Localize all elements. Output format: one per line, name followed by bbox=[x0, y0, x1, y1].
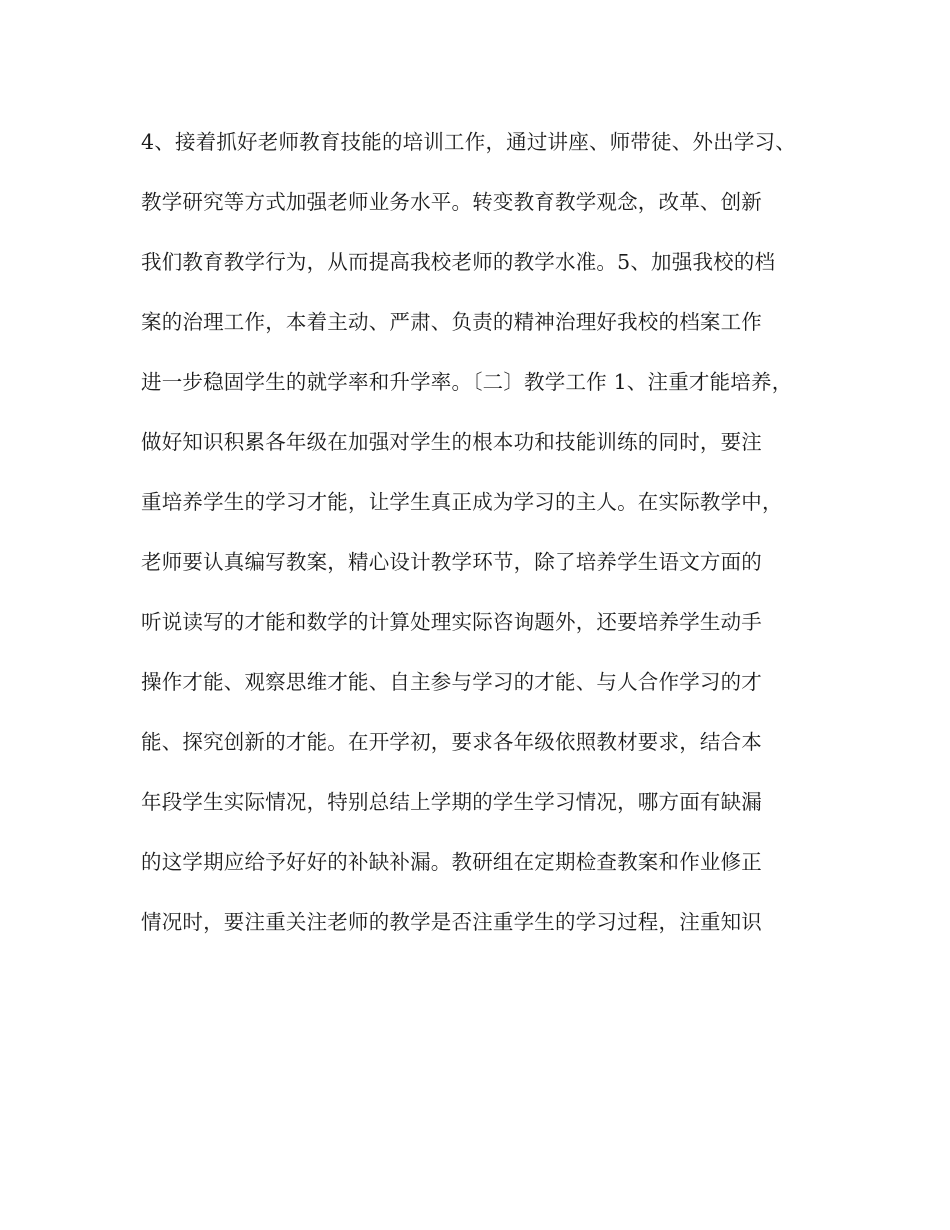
text-line-11: 能、探究创新的才能。在开学初，要求各年级依照教材要求，结合本 bbox=[141, 730, 762, 754]
text-line-4: 案的治理工作，本着主动、严肃、负责的精神治理好我校的档案工作 bbox=[141, 310, 762, 334]
text-line-10: 操作才能、观察思维才能、自主参与学习的才能、与人合作学习的才 bbox=[141, 670, 762, 694]
text-line-12: 年段学生实际情况，特别总结上学期的学生学习情况，哪方面有缺漏 bbox=[141, 790, 762, 814]
text-line-2: 教学研究等方式加强老师业务水平。转变教育教学观念，改革、创新 bbox=[141, 190, 762, 214]
text-line-5: 进一步稳固学生的就学率和升学率。〔二〕教学工作 1、注重才能培养， bbox=[141, 370, 793, 394]
body-text bbox=[141, 122, 841, 962]
text-line-3: 我们教育教学行为，从而提高我校老师的教学水准。5、加强我校的档 bbox=[141, 250, 776, 274]
text-line-9: 听说读写的才能和数学的计算处理实际咨询题外，还要培养学生动手 bbox=[141, 610, 762, 634]
text-line-7: 重培养学生的学习才能，让学生真正成为学习的主人。在实际教学中， bbox=[141, 490, 783, 514]
text-line-14: 情况时，要注重关注老师的教学是否注重学生的学习过程，注重知识 bbox=[141, 910, 762, 934]
text-line-1: 4、接着抓好老师教育技能的培训工作，通过讲座、师带徒、外出学习、 bbox=[141, 130, 796, 154]
text-line-8: 老师要认真编写教案，精心设计教学环节，除了培养学生语文方面的 bbox=[141, 550, 762, 574]
text-line-6: 做好知识积累各年级在加强对学生的根本功和技能训练的同时，要注 bbox=[141, 430, 762, 454]
text-line-13: 的这学期应给予好好的补缺补漏。教研组在定期检查教案和作业修正 bbox=[141, 850, 762, 874]
